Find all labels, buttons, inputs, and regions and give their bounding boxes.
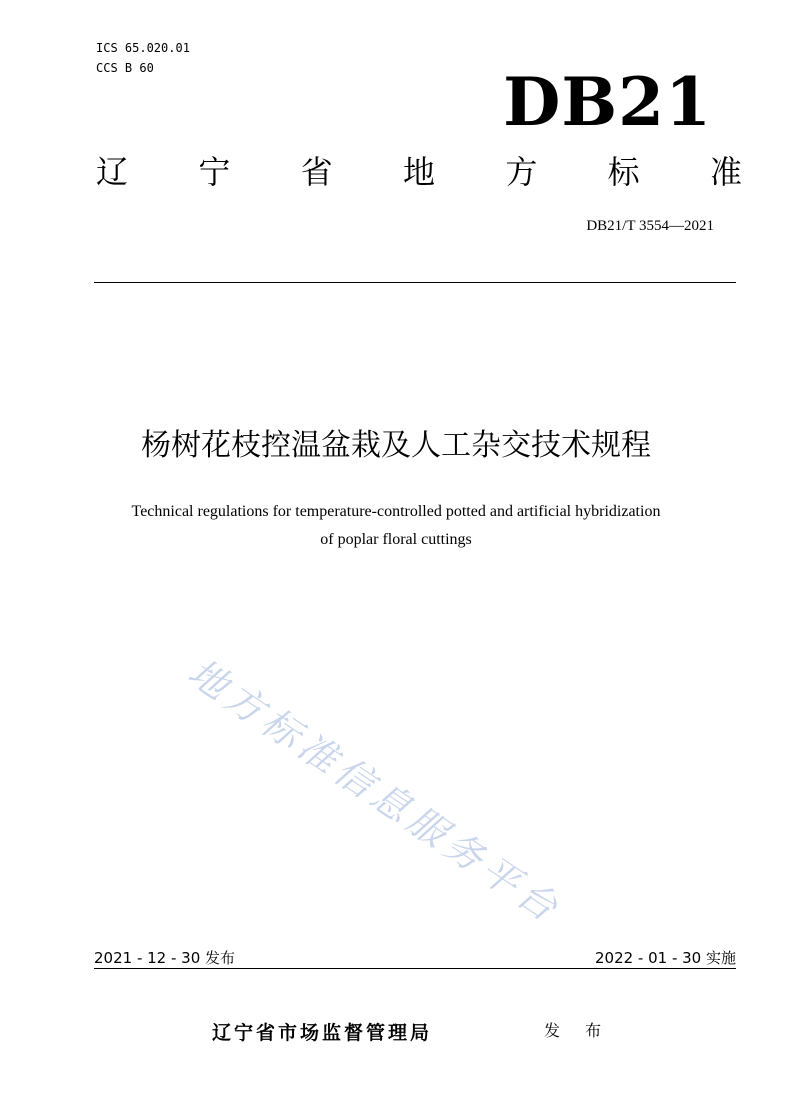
ccs-code: CCS B 60 — [96, 61, 154, 75]
ics-code: ICS 65.020.01 — [96, 41, 190, 55]
issue-label: 发 布 — [544, 1021, 612, 1040]
header-divider — [94, 282, 736, 283]
standard-type-char: 标 — [607, 153, 640, 191]
document-title-cn: 杨树花枝控温盆栽及人工杂交技术规程 — [141, 428, 651, 463]
document-title-en-line: of poplar floral cuttings — [320, 531, 472, 548]
standard-logo: DB21 — [503, 63, 712, 141]
standard-number: DB21/T 3554—2021 — [586, 218, 714, 234]
standard-type-char: 准 — [709, 153, 742, 191]
watermark: 地方标准信息服务平台 — [180, 650, 570, 933]
issue-date: 2021 - 12 - 30 发布 — [94, 949, 236, 967]
document-title-en-line: Technical regulations for temperature-controlled potted and artificial hybridization — [131, 503, 661, 520]
document-title-en — [0, 498, 792, 554]
standard-type-char: 辽 — [96, 153, 129, 191]
standard-type-char: 宁 — [198, 153, 231, 191]
standard-type-char: 方 — [505, 153, 538, 191]
standard-type-char: 地 — [402, 153, 435, 191]
issuing-authority: 辽宁省市场监督管理局 — [212, 1022, 433, 1044]
standard-type-char: 省 — [300, 153, 333, 191]
footer-divider — [94, 968, 736, 969]
implementation-date: 2022 - 01 - 30 实施 — [594, 949, 736, 967]
standard-type-title — [96, 150, 742, 194]
